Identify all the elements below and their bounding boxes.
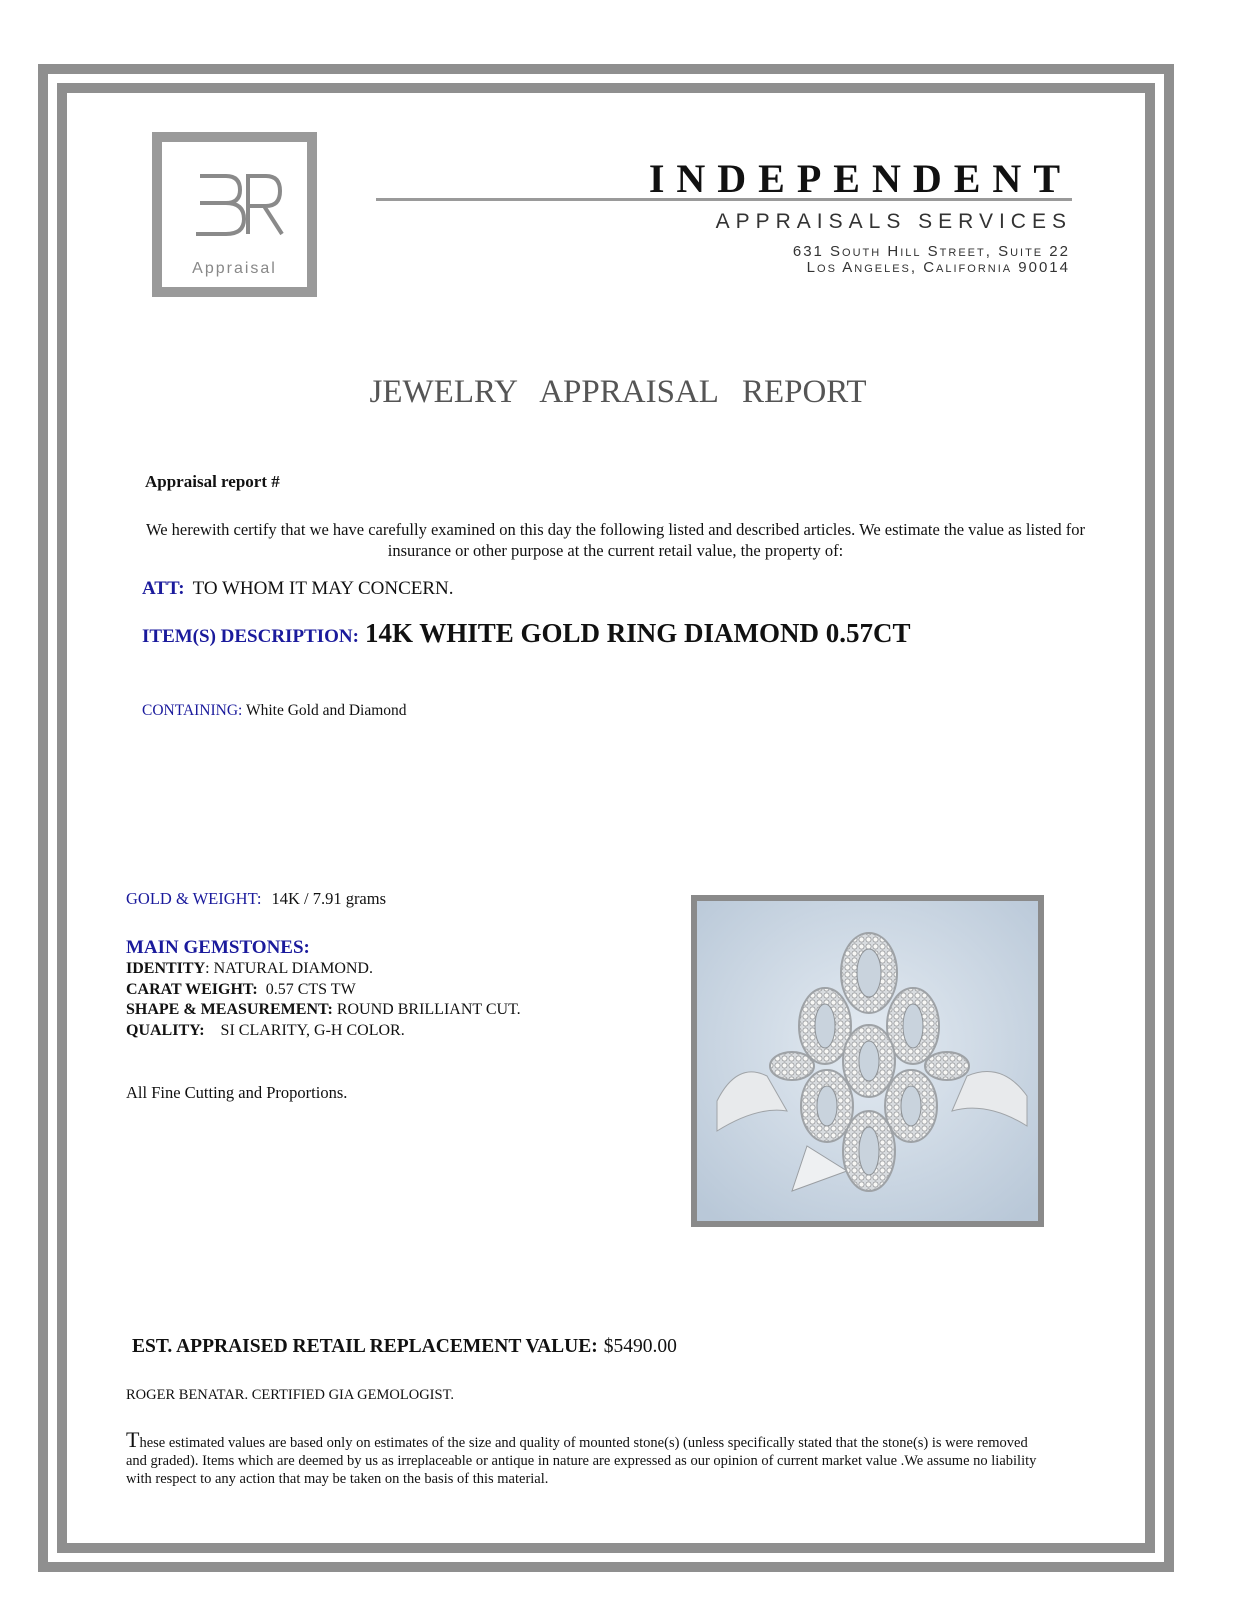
att-line	[142, 578, 454, 600]
inner-frame	[57, 83, 1155, 1553]
item-label: ITEM(S) DESCRIPTION:	[142, 626, 359, 647]
company-subtitle: APPRAISALS SERVICES	[715, 210, 1072, 233]
br-monogram-icon	[186, 170, 286, 240]
att-label: ATT:	[142, 578, 185, 599]
containing-value: White Gold and Diamond	[245, 702, 407, 719]
shape-value: ROUND BRILLIANT CUT.	[336, 1001, 521, 1018]
quality-label: QUALITY:	[126, 1021, 205, 1039]
diamond-ring-image	[697, 901, 1038, 1221]
gemstones-heading: MAIN GEMSTONES:	[126, 937, 310, 958]
company-name: INDEPENDENT	[648, 156, 1072, 201]
shape-label: SHAPE & MEASUREMENT:	[126, 1001, 333, 1018]
fine-cutting-note: All Fine Cutting and Proportions.	[126, 1083, 348, 1102]
appraisal-report-number: Appraisal report #	[145, 472, 280, 491]
report-title: JEWELRY APPRAISAL REPORT	[369, 374, 867, 410]
br-appraisal-logo	[152, 132, 317, 297]
estimated-value-label: EST. APPRAISED RETAIL REPLACEMENT VALUE:	[132, 1336, 598, 1357]
certification-text: We herewith certify that we have carefully examined on this day the following listed and described articles. We estimate the value as listed for insurance or other purpose at the current retail value, the property of:	[145, 520, 1086, 560]
containing-line	[142, 702, 407, 720]
carat-label: CARAT WEIGHT:	[126, 980, 258, 998]
gemologist-signature-line: ROGER BENATAR. CERTIFIED GIA GEMOLOGIST.	[126, 1387, 454, 1403]
estimated-value: $5490.00	[603, 1336, 677, 1357]
disclaimer	[126, 1427, 1046, 1488]
gold-weight-value: 14K / 7.91 grams	[271, 889, 387, 908]
main-gemstones	[126, 937, 521, 1041]
carat-value: 0.57 CTS TW	[265, 980, 356, 998]
disclaimer-text: hese estimated values are based only on estimates of the size and quality of mounted stone(s) (unless specifically stated that the stone(s) is were removed and graded). Items which are deemed by us as irreplaceable or antique in nature are expressed as our opinion of current market value .We assume no liability with respect to any action that may be taken on the basis of this material.	[126, 1435, 1037, 1487]
item-value: 14K WHITE GOLD RING DIAMOND 0.57CT	[364, 618, 911, 648]
identity-row	[126, 959, 521, 980]
gold-weight-label: GOLD & WEIGHT:	[126, 889, 262, 908]
disclaimer-initial: T	[126, 1427, 140, 1452]
att-value: TO WHOM IT MAY CONCERN.	[192, 578, 454, 599]
gold-weight-line	[126, 889, 386, 909]
shape-row	[126, 1000, 521, 1021]
ring-photo	[691, 895, 1044, 1227]
identity-label: IDENTITY	[126, 960, 206, 977]
address-line-2: Los Angeles, California 90014	[806, 259, 1070, 276]
item-description	[142, 618, 911, 649]
quality-row	[126, 1021, 521, 1042]
estimated-value-line	[132, 1336, 677, 1358]
carat-row	[126, 980, 521, 1001]
containing-label: CONTAINING:	[142, 702, 243, 719]
quality-value: SI CLARITY, G-H COLOR.	[220, 1021, 405, 1039]
identity-value: : NATURAL DIAMOND.	[205, 960, 373, 977]
logo-caption: Appraisal	[192, 260, 277, 277]
address-line-1: 631 South Hill Street, Suite 22	[792, 243, 1070, 260]
